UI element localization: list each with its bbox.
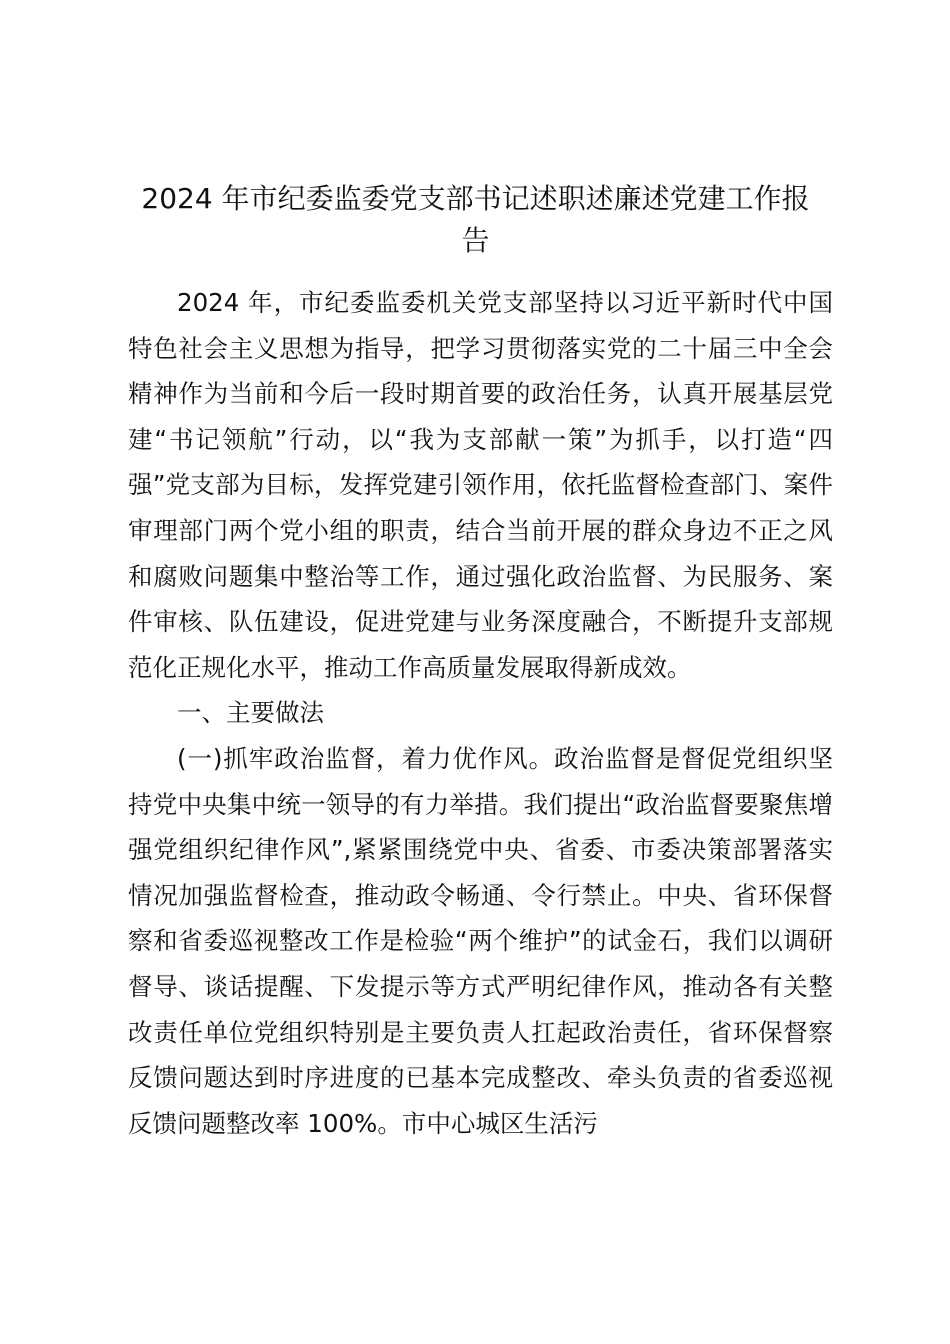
section-heading-main-practices: 一、主要做法	[177, 698, 324, 728]
document-body	[128, 280, 833, 1146]
intro-paragraph: 2024 年，市纪委监委机关党支部坚持以习近平新时代中国特色社会主义思想为指导，把学习贯彻落实党的二十届三中全会精神作为当前和今后一段时期首要的政治任务，认真开展基层党建“书记领航”行动，以“我为支部献一策”为抓手，以打造“四强”党支部为目标，发挥党建引领作用，依托监督检查部门、案件审理部门两个党小组的职责，结合当前开展的群众身边不正之风和腐败问题集中整治等工作，通过强化政治监督、为民服务、案件审核、队伍建设，促进党建与业务深度融合，不断提升支部规范化正规化水平，推动工作高质量发展取得新成效。	[128, 288, 833, 682]
document-title: 2024 年市纪委监委党支部书记述职述廉述党建工作报告	[141, 182, 810, 257]
subsection-paragraph-political-supervision: (一)抓牢政治监督，着力优作风。政治监督是督促党组织坚持党中央集中统一领导的有力举措。我们提出“政治监督要聚焦增强党组织纪律作风”,紧紧围绕党中央、省委、市委决策部署落实情况加强监督检查，推动政令畅通、令行禁止。中央、省环保督察和省委巡视整改工作是检验“两个维护”的试金石，我们以调研督导、谈话提醒、下发提示等方式严明纪律作风，推动各有关整改责任单位党组织特别是主要负责人扛起政治责任，省环保督察反馈问题达到时序进度的已基本完成整改、牵头负责的省委巡视反馈问题整改率 100%。市中心城区生活污	[128, 743, 833, 1138]
